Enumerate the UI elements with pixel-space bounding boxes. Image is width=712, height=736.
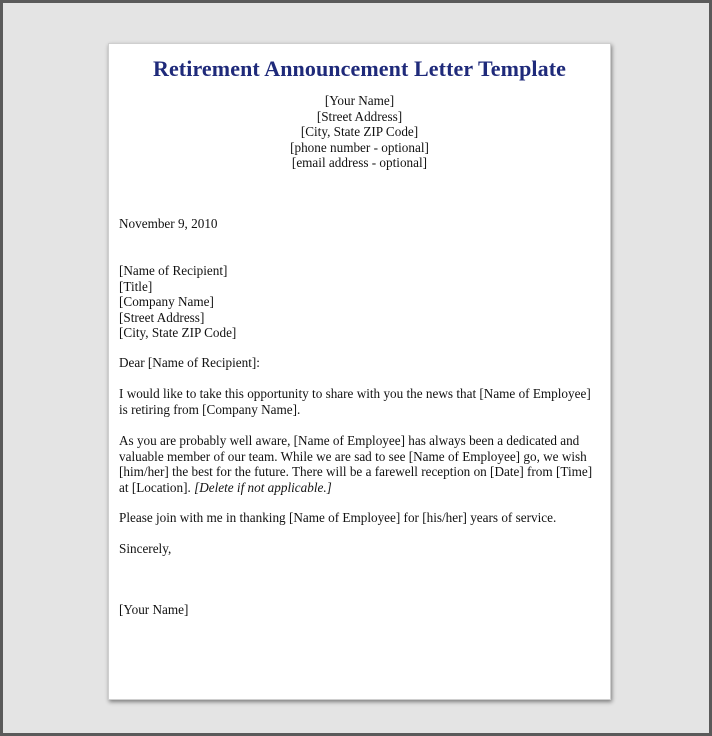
salutation <box>119 355 599 371</box>
paragraph-line: As you are probably well aware, [Name of Employee] has always been a dedicated and <box>119 433 580 448</box>
sender-city-state-zip: [City, State ZIP Code] <box>300 124 419 139</box>
closing-text: Sincerely, <box>119 541 172 556</box>
paragraph-details <box>119 433 599 495</box>
recipient-company: [Company Name] <box>119 294 214 309</box>
salutation-text: Dear [Name of Recipient]: <box>119 355 260 370</box>
sender-street: [Street Address] <box>316 108 403 124</box>
paragraph-announcement <box>119 386 599 417</box>
date-text: November 9, 2010 <box>119 216 218 231</box>
recipient-street: [Street Address] <box>119 309 205 325</box>
recipient-title: [Title] <box>119 278 153 294</box>
signature <box>119 602 599 618</box>
paragraph-line: is retiring from [Company Name]. <box>119 401 301 417</box>
signature-text: [Your Name] <box>119 602 189 617</box>
paragraph-line: Please join with me in thanking [Name of Employee] for [his/her] years of service. <box>119 510 557 525</box>
letter-title: Retirement Announcement Letter Template <box>152 56 567 81</box>
sender-phone: [phone number - optional] <box>290 139 429 155</box>
sender-name: [Your Name] <box>324 93 395 108</box>
paragraph-line: I would like to take this opportunity to share with you the news that [Name of Employee] <box>119 386 591 401</box>
recipient-name: [Name of Recipient] <box>119 263 228 278</box>
recipient-city-state-zip: [City, State ZIP Code] <box>119 325 237 340</box>
location-text: at [Location]. <box>119 479 195 495</box>
letter-page <box>108 43 611 700</box>
paragraph-line: [him/her] the best for the future. There will be a farewell reception on [Date] from [Time] <box>119 464 593 479</box>
sender-email: [email address - optional] <box>291 155 428 170</box>
paragraph-thanks <box>119 510 599 526</box>
delete-note: [Delete if not applicable.] <box>194 479 332 495</box>
paragraph-line <box>119 480 599 496</box>
recipient-address-block <box>119 263 599 341</box>
letter-date <box>119 216 599 232</box>
paragraph-line: valuable member of our team. While we are sad to see [Name of Employee] go, we wish <box>119 448 587 464</box>
closing <box>119 541 599 557</box>
sender-address-block <box>109 93 610 171</box>
